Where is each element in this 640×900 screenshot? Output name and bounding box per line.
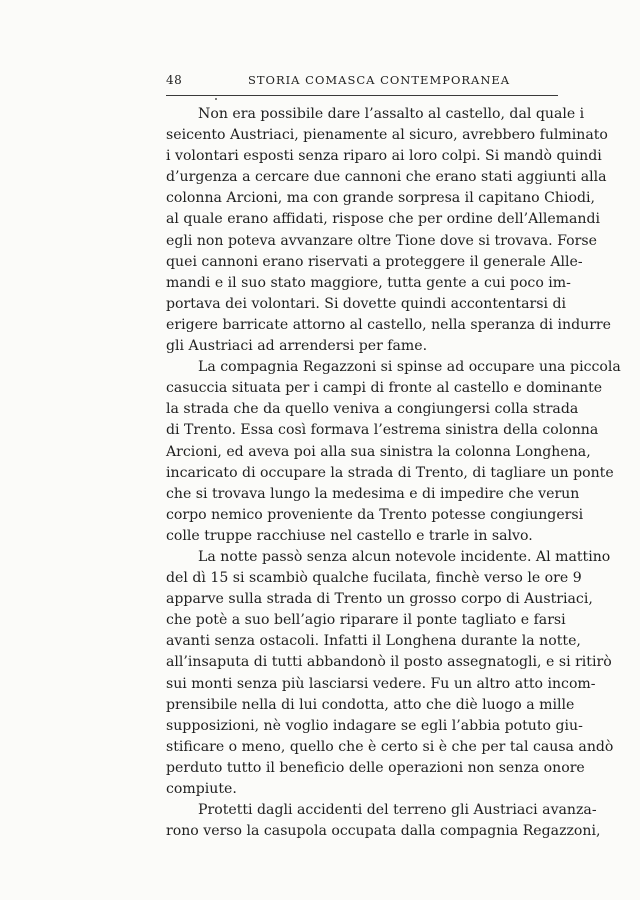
text-line: al quale erano affidati, rispose che per ordine dell’Allemandi: [166, 211, 601, 228]
text-line: colle truppe racchiuse nel castello e trarle in salvo.: [166, 527, 533, 544]
text-line: avanti senza ostacoli. Infatti il Longhena durante la notte,: [166, 633, 581, 650]
text-line: rono verso la casupola occupata dalla compagnia Regazzoni,: [166, 823, 601, 840]
text-line: casuccia situata per i campi di fronte al castello e dominante: [166, 380, 603, 397]
page-number: 48: [166, 73, 183, 87]
header-rule: [166, 95, 558, 96]
text-line: i volontari esposti senza riparo ai loro colpi. Si mandò quindi: [166, 148, 602, 165]
paragraph: [166, 547, 614, 800]
text-line: prensibile nella di lui condotta, atto che diè luogo a mille: [166, 696, 575, 713]
paragraph: [166, 357, 621, 547]
page-header: [166, 73, 558, 91]
text-line: che si trovava lungo la medesima e di impedire che verun: [166, 485, 580, 502]
text-line: La compagnia Regazzoni si spinse ad occupare una piccola: [198, 359, 621, 376]
text-line: compiute.: [166, 781, 237, 797]
text-line: colonna Arcioni, ma con grande sorpresa il capitano Chiodi,: [166, 190, 595, 207]
text-line: stificare o meno, quello che è certo si è che per tal causa andò: [166, 738, 614, 755]
text-line: apparve sulla strada di Trento un grosso corpo di Austriaci,: [166, 591, 593, 608]
paragraph: [166, 800, 601, 842]
text-line: Protetti dagli accidenti del terreno gli Austriaci avanza-: [198, 802, 597, 819]
text-line: mandi e il suo stato maggiore, tutta gente a cui poco im-: [166, 274, 571, 291]
text-line: portava dei volontari. Si dovette quindi accontentarsi di: [166, 295, 566, 312]
text-line: gli Austriaci ad arrendersi per fame.: [166, 338, 428, 355]
text-line: La notte passò senza alcun notevole incidente. Al mattino: [198, 548, 611, 565]
text-line: perduto tutto il beneficio delle operazioni non senza onore: [166, 759, 585, 776]
text-line: supposizioni, nè voglio indagare se egli l’abbia potuto giu-: [166, 717, 583, 734]
text-line: d’urgenza a cercare due cannoni che erano stati aggiunti alla: [166, 169, 607, 186]
text-line: seicento Austriaci, pienamente al sicuro, avrebbero fulminato: [166, 127, 608, 144]
text-line: sui monti senza più lasciarsi vedere. Fu un altro atto incom-: [166, 675, 596, 692]
running-title: STORIA COMASCA CONTEMPORANEA: [248, 73, 511, 87]
paper-speck: [215, 98, 217, 100]
text-line: Non era possibile dare l’assalto al castello, dal quale i: [198, 106, 585, 122]
text-line: erigere barricate attorno al castello, nella speranza di indurre: [166, 316, 612, 333]
text-line: che potè a suo bell’agio riparare il ponte tagliato e farsi: [166, 612, 566, 629]
text-line: all’insaputa di tutti abbandonò il posto assegnatogli, e si ritirò: [166, 654, 612, 671]
text-line: incaricato di occupare la strada di Trento, di tagliare un ponte: [166, 464, 614, 481]
body-text: [166, 104, 621, 842]
text-line: la strada che da quello veniva a congiungersi colla strada: [166, 401, 579, 418]
text-line: di Trento. Essa così formava l’estrema sinistra della colonna: [166, 422, 599, 439]
text-line: egli non poteva avvanzare oltre Tione dove si trovava. Forse: [166, 232, 597, 249]
text-line: corpo nemico proveniente da Trento potesse congiungersi: [166, 506, 584, 523]
text-line: Arcioni, ed aveva poi alla sua sinistra la colonna Longhena,: [166, 443, 591, 460]
text-line: quei cannoni erano riservati a proteggere il generale Alle-: [166, 253, 583, 270]
text-line: del dì 15 si scambiò qualche fucilata, finchè verso le ore 9: [166, 570, 582, 587]
paragraph: [166, 104, 612, 357]
